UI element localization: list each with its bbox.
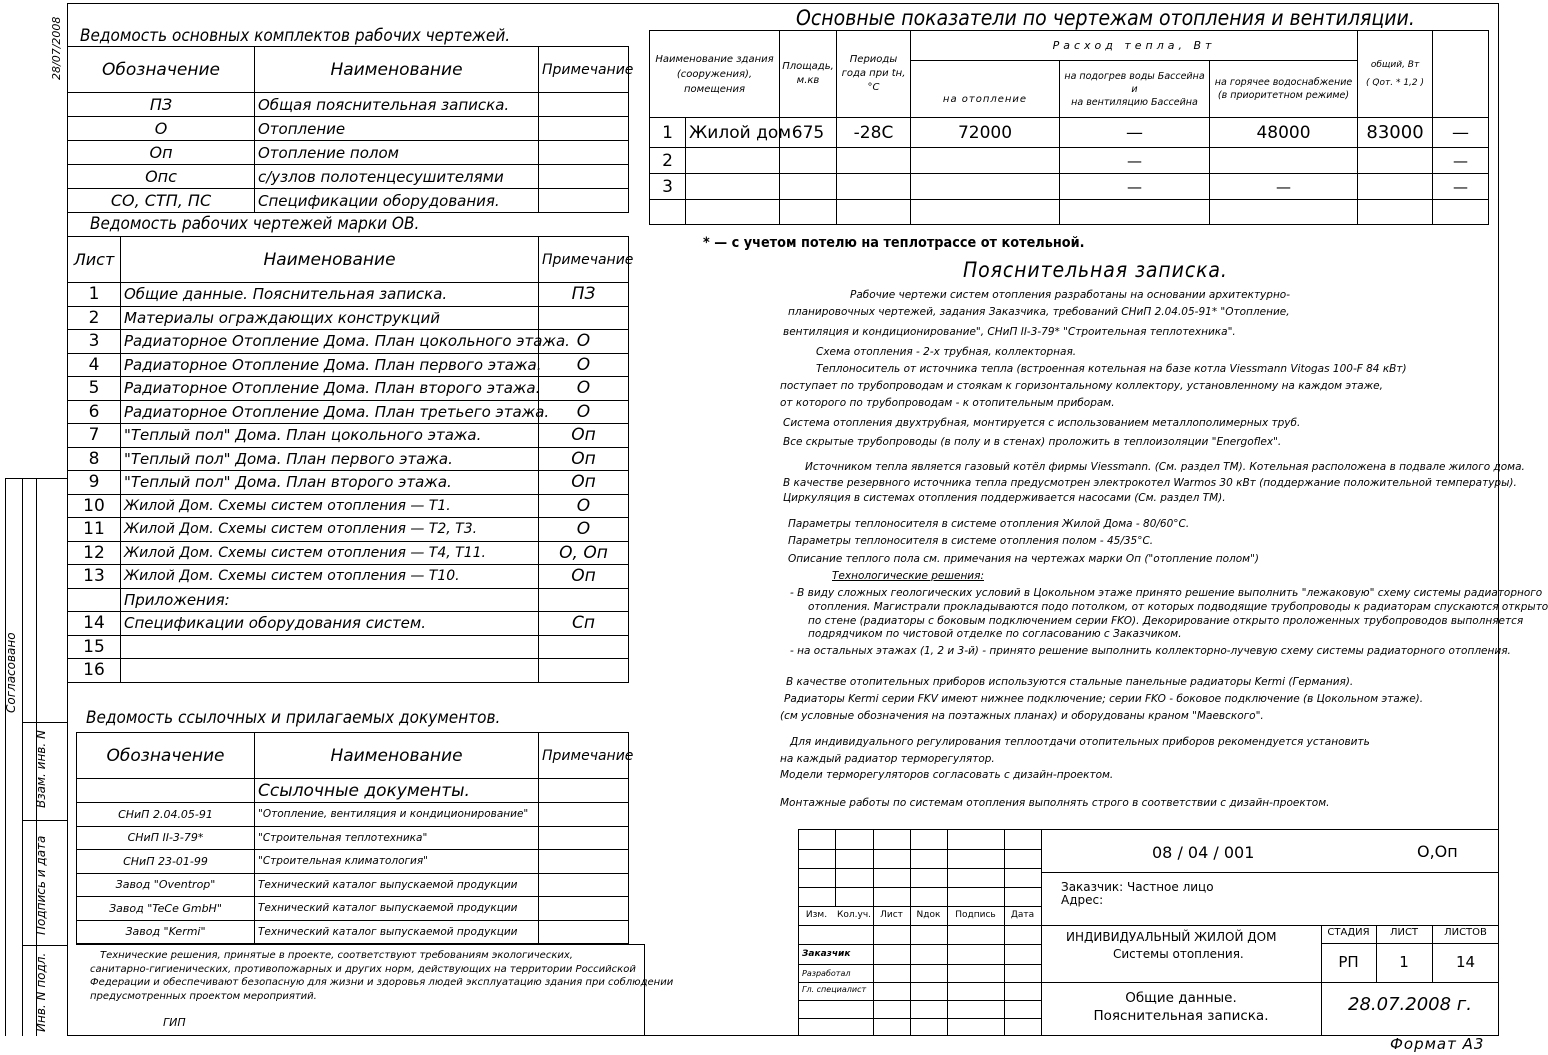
col-header: Примечание — [539, 47, 629, 93]
expl-title: Пояснительная записка. — [963, 258, 1228, 282]
table-row — [650, 200, 1489, 225]
stamp-podpis-data: Подпись и дата — [34, 835, 48, 935]
table-row: Приложения: — [68, 588, 629, 612]
hdr-heating: на отопление — [911, 61, 1060, 118]
gip-label: ГИП — [163, 1016, 186, 1029]
col-header: Наименование — [121, 237, 539, 283]
table-row: 11 Жилой Дом. Схемы систем отопления — Т2, Т3. О — [68, 518, 629, 542]
tech-note: Технические решения, принятые в проекте, соответствуют требованиям экологических, санитарно-гигиенических, противопожарных и других норм, действующих на территории Российской Федерации и обеспечивают безопасную для жизни и здоровья людей эксплуатацию здания при соблюдении предусмотренных проектом мероприятий. — [90, 950, 674, 1002]
date-stamp: 28/07/2008 — [50, 16, 63, 80]
table-row: 8 "Теплый пол" Дома. План первого этажа. Оп — [68, 447, 629, 471]
stamp-inv-podl: Инв. N подл. — [34, 952, 48, 1032]
indicators-table — [649, 30, 1489, 225]
stamp-col-list: Лист — [880, 910, 903, 920]
table-row: Оп Отопление полом — [68, 141, 629, 165]
col-header: Обозначение — [77, 733, 255, 779]
table-row: СНиП 23-01-99 "Строительная климатология" — [77, 850, 629, 874]
col-header: Примечание — [539, 733, 629, 779]
stamp-sheet-header: ЛИСТ — [1389, 927, 1419, 938]
hdr-total: общий, Вт ( Qот. * 1,2 ) — [1358, 31, 1433, 118]
table-row: Опс с/узлов полотенцесушителями — [68, 165, 629, 189]
stamp-sheet: 1 — [1399, 953, 1409, 971]
col-header: Наименование — [255, 733, 539, 779]
table-row: 2 Материалы ограждающих конструкций — [68, 306, 629, 330]
stamp-col-kolu: Кол.уч. — [836, 910, 871, 920]
footnote: * — с учетом потелю на теплотрассе от котельной. — [703, 235, 1085, 251]
col-header: Наименование — [255, 47, 539, 93]
table-row: 1 Жилой дом 675 -28С 72000 — 48000 83000 — — [650, 118, 1489, 148]
table-row: 9 "Теплый пол" Дома. План второго этажа. Оп — [68, 471, 629, 495]
table-row: 3 — — — — [650, 174, 1489, 200]
stamp-date: 28.07.2008 г. — [1348, 994, 1472, 1015]
col-header: Обозначение — [68, 47, 255, 93]
stamp-system: Системы отопления. — [1113, 947, 1244, 961]
hdr-pool: на подогрев воды Бассейна и на вентиляцию Бассейна — [1060, 61, 1210, 118]
table-row: СНиП 2.04.05-91 "Отопление, вентиляция и кондиционирование" — [77, 803, 629, 827]
table-row: 16 — [68, 659, 629, 683]
table-row: 10 Жилой Дом. Схемы систем отопления — Т1. О — [68, 494, 629, 518]
table-row: ПЗ Общая пояснительная записка. — [68, 93, 629, 117]
refs-title: Ведомость ссылочных и прилагаемых документов. — [86, 708, 501, 728]
refs-table — [76, 732, 634, 944]
hdr-name: Наименование здания (сооружения), помещения — [650, 31, 780, 118]
table-row: 3 Радиаторное Отопление Дома. План цокольного этажа. О — [68, 330, 629, 354]
table-row: 7 "Теплый пол" Дома. План цокольного этажа. Оп — [68, 424, 629, 448]
indicators-title: Основные показатели по чертежам отопления и вентиляции. — [796, 6, 1415, 30]
stamp-col-podpis: Подпись — [955, 910, 996, 920]
stamp-mark: О,Оп — [1417, 842, 1458, 861]
table-row: СНиП II-3-79* "Строительная теплотехника" — [77, 826, 629, 850]
stamp-col-data: Дата — [1010, 910, 1035, 920]
refs-subheader: Ссылочные документы. — [255, 779, 539, 803]
stamp-address: Адрес: — [1061, 893, 1104, 907]
hdr-heat: Расход тепла, Вт — [911, 31, 1358, 61]
stamp-stage-header: СТАДИЯ — [1327, 927, 1370, 938]
stamp-col-izm: Изм. — [805, 910, 828, 920]
table-row: 4 Радиаторное Отопление Дома. План первого этажа. О — [68, 353, 629, 377]
table-row: 14 Спецификации оборудования систем. Сп — [68, 612, 629, 636]
stamp-role-specialist: Гл. специалист — [802, 985, 867, 994]
table-row: Завод "Kermi" Технический каталог выпускаемой продукции — [77, 920, 629, 944]
col-header: Лист — [68, 237, 121, 283]
table-row: Завод "TeCe GmbH" Технический каталог выпускаемой продукции — [77, 897, 629, 921]
stamp-col-ndok: Nдок — [916, 910, 941, 920]
table-row: 12 Жилой Дом. Схемы систем отопления — Т4, Т11. О, Оп — [68, 541, 629, 565]
stamp-role-customer: Заказчик — [802, 949, 851, 959]
sheets-ov-title: Ведомость рабочих чертежей марки ОВ. — [90, 214, 420, 234]
stamp-stage: РП — [1338, 953, 1359, 971]
table-row: 15 — [68, 635, 629, 659]
stamp-object: ИНДИВИДУАЛЬНЫЙ ЖИЛОЙ ДОМ — [1066, 930, 1277, 944]
stamp-code: 08 / 04 / 001 — [1152, 843, 1255, 862]
stamp-doc-title: Общие данные. Пояснительная записка. — [1093, 990, 1269, 1024]
hdr-period: Периоды года при tн, °С — [837, 31, 911, 118]
table-row: 13 Жилой Дом. Схемы систем отопления — Т10. Оп — [68, 565, 629, 589]
sheets-ov-table — [67, 236, 634, 683]
sheets-main-title: Ведомость основных комплектов рабочих чертежей. — [80, 26, 511, 46]
stamp-sheets-header: ЛИСТОВ — [1444, 927, 1487, 938]
stamp-sheets: 14 — [1455, 953, 1476, 971]
stamp-role-developer: Разработал — [802, 969, 851, 978]
stamp-soglasovano: Согласовано — [4, 632, 18, 713]
table-row: СО, СТП, ПС Спецификации оборудования. — [68, 189, 629, 213]
table-row: 1 Общие данные. Пояснительная записка. ПЗ — [68, 283, 629, 307]
sheets-main-table — [67, 46, 634, 213]
col-header: Примечание — [539, 237, 629, 283]
table-row: О Отопление — [68, 117, 629, 141]
stamp-vzam-inv: Взам. инв. N — [34, 730, 48, 808]
table-row: 2 — — — [650, 148, 1489, 174]
table-row: 6 Радиаторное Отопление Дома. План третьего этажа. О — [68, 400, 629, 424]
hdr-area: Площадь, м.кв — [780, 31, 837, 118]
hdr-hotwater: на горячее водоснабжение (в приоритетном режиме) — [1210, 61, 1358, 118]
table-row: Завод "Oventrop" Технический каталог выпускаемой продукции — [77, 873, 629, 897]
stamp-customer: Заказчик: Частное лицо — [1061, 880, 1214, 894]
format-label: Формат А3 — [1390, 1035, 1485, 1053]
table-row: 5 Радиаторное Отопление Дома. План второго этажа. О — [68, 377, 629, 401]
